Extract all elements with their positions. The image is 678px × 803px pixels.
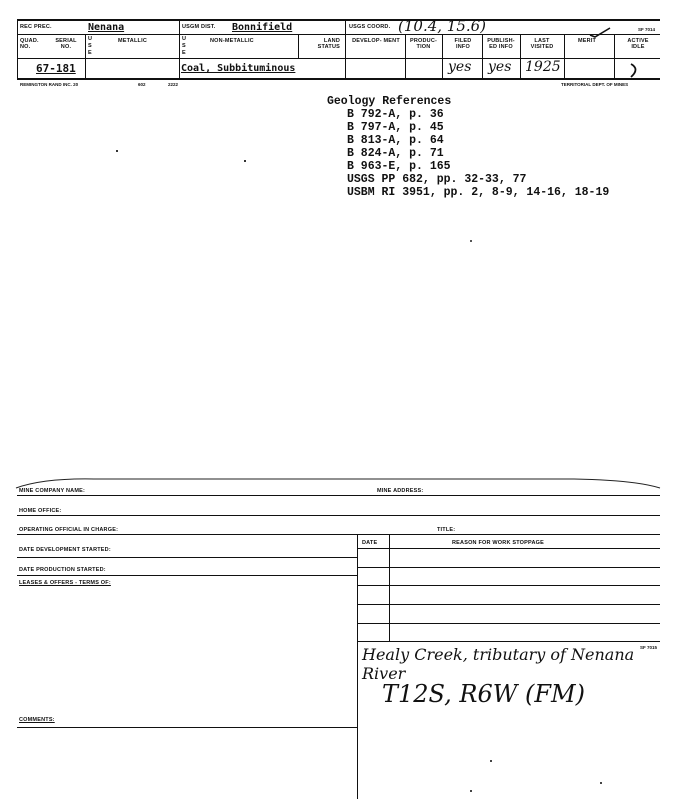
production-label: PRODUC- TION (409, 38, 438, 50)
non-metallic-label: NON-METALLIC (210, 38, 254, 44)
reference-item: B 813-A, p. 64 (347, 134, 444, 147)
printer-line: REMINGTON RAND INC. 20 (20, 82, 79, 87)
table-left-border (357, 534, 358, 799)
commodity-value: Coal, Subbituminous (181, 63, 296, 74)
reference-item: USGS PP 682, pp. 32-33, 77 (347, 173, 527, 186)
use-letter-s-2: S (182, 43, 186, 49)
development-label: DEVELOP- MENT (352, 38, 400, 44)
published-value: yes (488, 59, 512, 75)
metallic-label: METALLIC (118, 38, 147, 44)
rule-official (17, 534, 660, 535)
reference-item: USBM RI 3951, pp. 2, 8-9, 14-16, 18-19 (347, 186, 610, 199)
rec-prec-value: Nenana (88, 22, 125, 33)
date-production-label: DATE PRODUCTION STARTED: (19, 567, 106, 573)
rule-table-row-2 (357, 585, 660, 586)
top-card-border-top (17, 19, 660, 21)
col-divider-quad (85, 34, 86, 79)
use-letter-s: S (88, 43, 92, 49)
filed-info-label: FILED INFO (454, 38, 472, 50)
reason-column-header: REASON FOR WORK STOPPAGE (452, 540, 544, 546)
card-edge (14, 476, 662, 490)
col-divider-filed (442, 34, 443, 79)
rule-table-row-4 (357, 623, 660, 624)
home-office-label: HOME OFFICE: (19, 508, 62, 514)
rule-date-development (17, 557, 357, 558)
published-info-label: PUBLISH- ED INFO (487, 38, 515, 50)
speck (470, 240, 472, 242)
serial-value: 67-181 (36, 62, 76, 75)
note-line-2: River (362, 664, 406, 683)
operating-official-label: OPERATING OFFICIAL IN CHARGE: (19, 527, 119, 533)
mine-address-label: MINE ADDRESS: (377, 488, 424, 494)
check-mark-icon (588, 26, 612, 38)
geology-references (327, 95, 609, 199)
active-idle-label: ACTIVE IDLE (627, 38, 649, 50)
date-column-header: DATE (362, 540, 378, 546)
use-letter-u: U (88, 36, 93, 42)
speck (470, 790, 472, 792)
note-line-1: Healy Creek, tributary of Nenana (362, 645, 635, 664)
reference-item: B 963-E, p. 165 (347, 160, 451, 173)
note-line-3: T12S, R6W (FM) (382, 680, 585, 708)
comments-label: COMMENTS: (19, 717, 55, 723)
rec-prec-label: REC PREC. (20, 24, 52, 30)
serial-label: SERIAL NO. (55, 38, 77, 50)
col-divider-prod (405, 34, 406, 79)
col-divider-pub (482, 34, 483, 79)
top-card-border-left (17, 19, 18, 79)
speck (490, 760, 492, 762)
printer-code-2: 2222 (168, 82, 179, 87)
rule-table-header (357, 548, 660, 549)
rule-home-office (17, 515, 660, 516)
usgs-coord-value: (10.4, 15.6) (398, 17, 487, 35)
rule-table-row-3 (357, 604, 660, 605)
quad-label: QUAD. NO. (20, 38, 39, 50)
reference-item: B 824-A, p. 71 (347, 147, 444, 160)
col-divider-1 (179, 19, 180, 79)
col-divider-merit (564, 34, 565, 79)
last-visited-label: LAST VISITED (530, 38, 554, 50)
rule-comments (17, 727, 357, 728)
col-divider-active (614, 34, 615, 79)
use-letter-u-2: U (182, 36, 187, 42)
rule-table-bottom (357, 641, 660, 642)
use-letters-nonmetallic (182, 36, 186, 57)
use-letter-e: E (88, 50, 92, 56)
reference-item: B 792-A, p. 36 (347, 108, 444, 121)
usgs-coord-label: USGS COORD. (349, 24, 391, 30)
merit-label: MERIT (578, 38, 597, 44)
usgm-dist-label: USGM DIST. (182, 24, 216, 30)
references-title: Geology References (327, 95, 452, 108)
filed-value: yes (448, 59, 472, 75)
active-mark-icon (628, 61, 642, 79)
rule-date-production (17, 575, 357, 576)
col-divider-last (520, 34, 521, 79)
use-letters-metallic (88, 36, 92, 57)
reference-item: B 797-A, p. 45 (347, 121, 444, 134)
col-divider-ns (298, 34, 299, 58)
last-visited-value: 1925 (525, 59, 561, 75)
mine-company-label: MINE COMPANY NAME: (19, 488, 86, 494)
leases-offers-label: LEASES & OFFERS - TERMS OF: (19, 580, 111, 586)
land-status-label: LAND STATUS (317, 38, 340, 50)
use-letter-e-2: E (182, 50, 186, 56)
territorial-label: TERRITORIAL DEPT. OF MINES (561, 82, 629, 87)
date-development-label: DATE DEVELOPMENT STARTED: (19, 547, 111, 553)
form-number-bottom: SF 7015 (640, 645, 658, 650)
col-divider-2 (345, 19, 346, 79)
title-label: TITLE: (437, 527, 456, 533)
rule-mine-company (17, 495, 660, 496)
speck (116, 150, 118, 152)
speck (244, 160, 246, 162)
table-date-divider (389, 534, 390, 642)
form-number-top: SF 7014 (638, 27, 656, 32)
printer-code-1: 602 (138, 82, 146, 87)
rule-table-row-1 (357, 567, 660, 568)
speck (600, 782, 602, 784)
usgm-dist-value: Bonnifield (232, 22, 293, 33)
